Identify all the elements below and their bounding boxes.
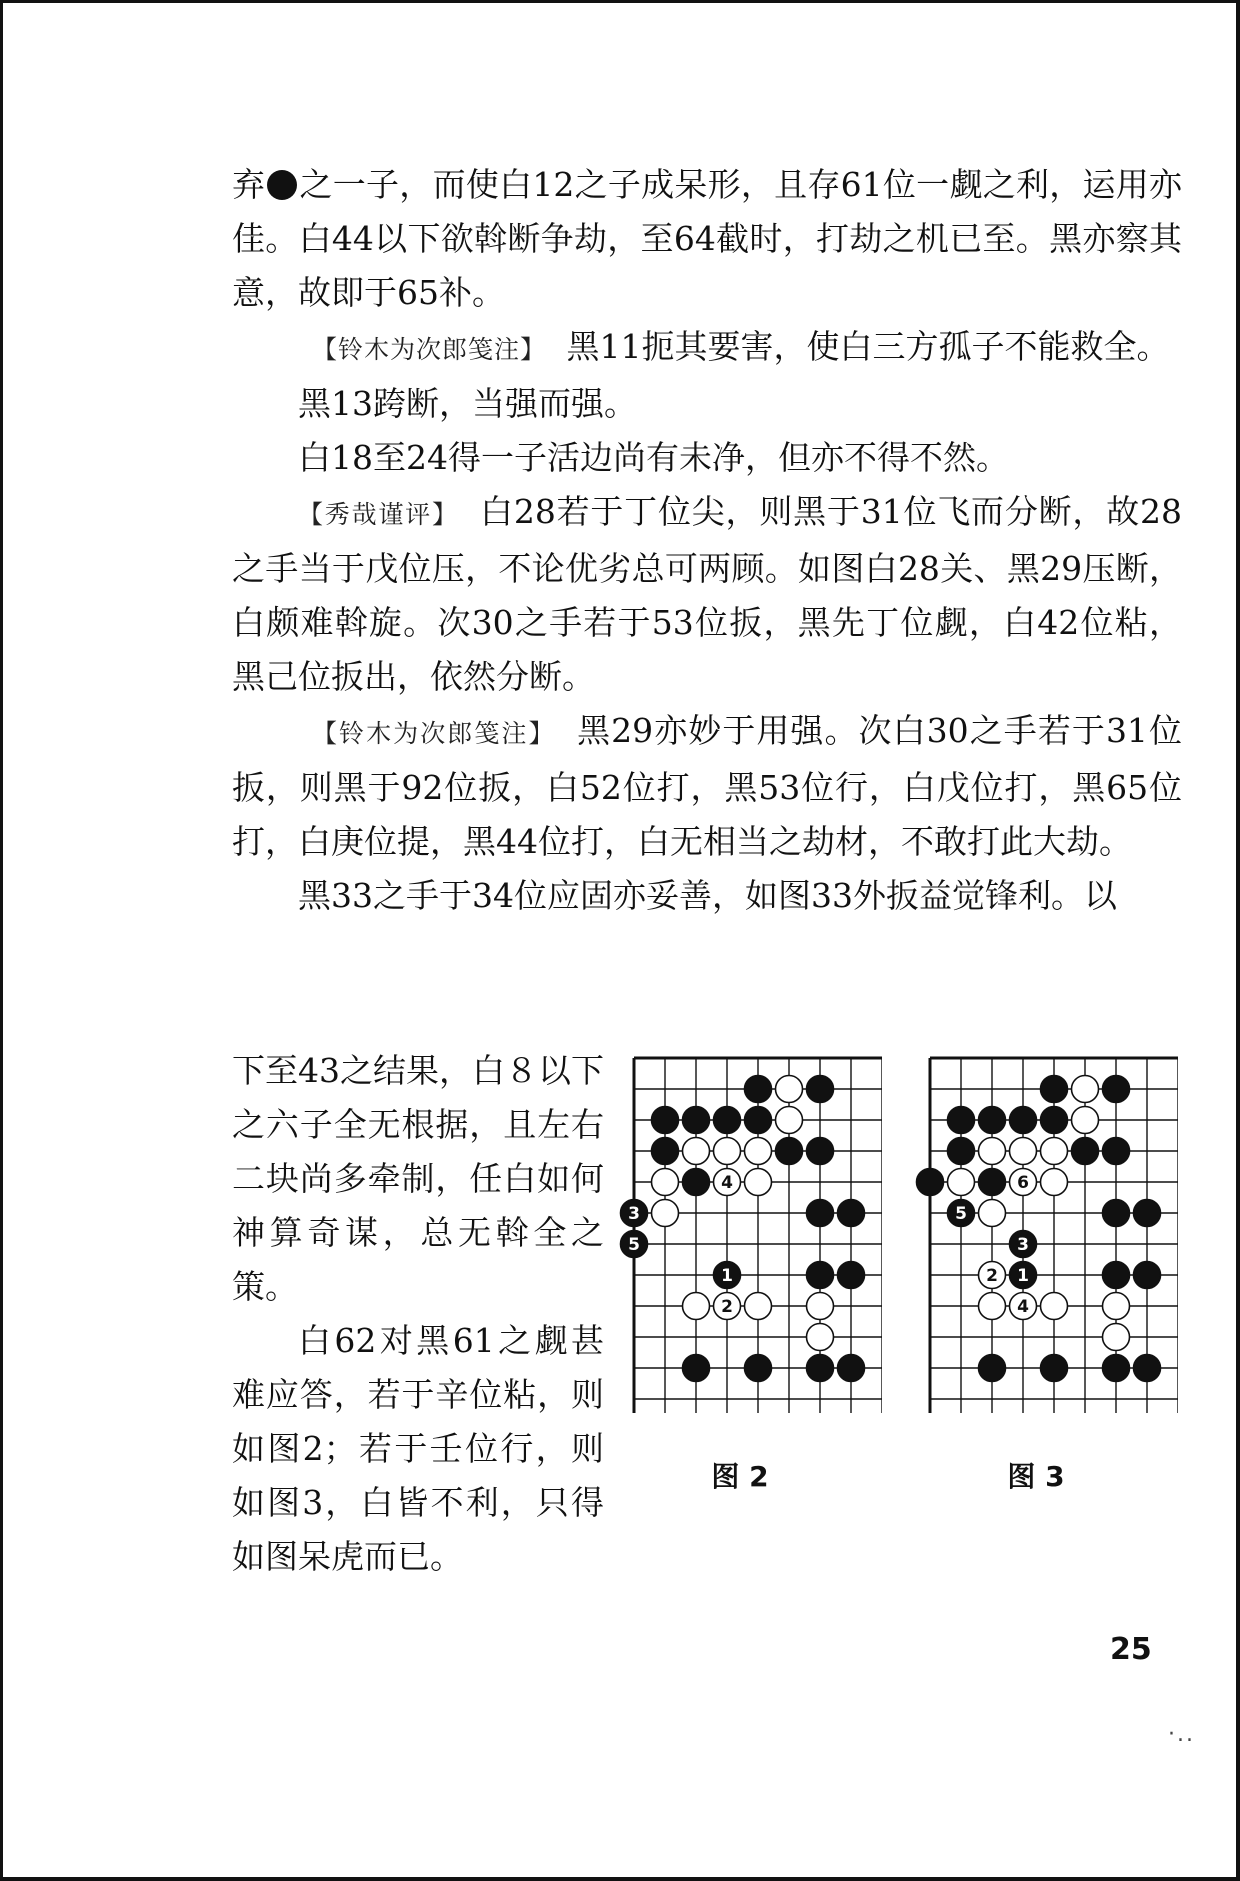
black-stone: [1103, 1076, 1130, 1103]
black-stone: [683, 1107, 710, 1134]
go-diagram-figure-3: [910, 1052, 1178, 1428]
black-stone: [838, 1262, 865, 1289]
move-number-label: 4: [721, 1173, 733, 1193]
paragraph-6-text: 黑29亦妙于用强。次白30之手若于31位扳，则黑于92位扳，白52位打，黑53位行，白戊位打，黑65位打，白庚位提，黑44位打，白无相当之劫材，不敢打此大劫。: [232, 711, 1182, 861]
black-stone: [948, 1107, 975, 1134]
black-stone: [979, 1169, 1006, 1196]
black-stone: [1072, 1138, 1099, 1165]
scan-artifact-dots: ·..: [1168, 1722, 1195, 1747]
white-stone: [776, 1076, 803, 1103]
white-stone: [1041, 1138, 1068, 1165]
go-board-figure-2: [614, 1052, 882, 1428]
paragraph-2: [232, 320, 1182, 377]
black-stone: [776, 1138, 803, 1165]
white-stone: [745, 1138, 772, 1165]
go-diagram-figure-2: [614, 1052, 882, 1428]
black-stone: [807, 1262, 834, 1289]
move-number-label: 5: [628, 1235, 640, 1255]
paragraph-5-text: 白28若于丁位尖，则黑于31位飞而分断，故28之手当于戊位压，不论优劣总可两顾。如图白28关、黑29压断，白颇难斡旋。次30之手若于53位扳，黑先丁位觑，白42位粘，黑己位扳出，依然分断。: [232, 492, 1182, 696]
white-stone: [807, 1293, 834, 1320]
black-stone: [1103, 1138, 1130, 1165]
go-board-figure-3: [910, 1052, 1178, 1428]
black-stone: [745, 1355, 772, 1382]
figure-2-caption: 图 2: [711, 1460, 769, 1493]
black-stone: [979, 1355, 1006, 1382]
white-stone: [1010, 1138, 1037, 1165]
move-number-label: 1: [1017, 1266, 1029, 1286]
black-stone: [1010, 1107, 1037, 1134]
left-column-paragraph-1: 下至43之结果，白８以下之六子全无根据，且左右二块尚多牵制，任白如何神算奇谋，总无斡全之策。: [232, 1051, 604, 1306]
black-stone: [745, 1107, 772, 1134]
annotation-label: 【铃木为次郎笺注】: [312, 335, 534, 364]
black-stone: [807, 1138, 834, 1165]
white-stone: [745, 1293, 772, 1320]
white-stone: [1072, 1076, 1099, 1103]
white-stone: [652, 1169, 679, 1196]
annotation-label: 【铃木为次郎笺注】: [312, 719, 544, 748]
black-stone: [917, 1169, 944, 1196]
move-number-label: 1: [721, 1266, 733, 1286]
black-stone: [1134, 1355, 1161, 1382]
paragraph-2-text: 黑11扼其要害，使白三方孤子不能救全。: [566, 327, 1170, 366]
black-stone: [1103, 1262, 1130, 1289]
left-column-paragraph-2: 白62对黑61之觑甚难应答，若于辛位粘，则如图2；若于壬位行，则如图3，白皆不利，只得如图呆虎而已。: [232, 1321, 604, 1576]
white-stone: [1103, 1324, 1130, 1351]
page-number: 25: [1110, 1632, 1152, 1667]
black-stone: [652, 1107, 679, 1134]
black-stone: [1041, 1355, 1068, 1382]
move-number-label: 4: [1017, 1297, 1029, 1317]
paragraph-3: 黑13跨断，当强而强。: [298, 384, 637, 423]
move-number-label: 3: [628, 1204, 640, 1224]
white-stone: [1041, 1169, 1068, 1196]
paragraph-4: 白18至24得一子活边尚有未净，但亦不得不然。: [298, 438, 1009, 477]
white-stone: [1041, 1293, 1068, 1320]
paragraph-1-start: 弃: [232, 165, 266, 204]
white-stone: [979, 1138, 1006, 1165]
paragraph-1-rest: 之一子，而使白12之子成呆形，且存61位一觑之利，运用亦佳。白44以下欲斡断争劫，至64截时，打劫之机已至。黑亦察其意，故即于65补。: [232, 165, 1183, 312]
white-stone: [776, 1107, 803, 1134]
white-stone: [683, 1293, 710, 1320]
white-stone: [1103, 1293, 1130, 1320]
move-number-label: 6: [1017, 1173, 1029, 1193]
paragraph-7: 黑33之手于34位应固亦妥善，如图33外扳益觉锋利。以: [298, 876, 1117, 915]
paragraph-5: [232, 485, 1182, 704]
black-stone: [683, 1355, 710, 1382]
black-stone: [683, 1169, 710, 1196]
paragraph-1: [232, 158, 1182, 320]
move-number-label: 2: [721, 1297, 733, 1317]
black-stone: [714, 1107, 741, 1134]
black-stone: [1103, 1355, 1130, 1382]
black-stone: [1041, 1076, 1068, 1103]
left-column-text: [232, 1044, 604, 1584]
move-number-label: 5: [955, 1204, 967, 1224]
black-stone: [1103, 1200, 1130, 1227]
white-stone: [979, 1293, 1006, 1320]
white-stone: [652, 1200, 679, 1227]
black-stone: [948, 1138, 975, 1165]
black-stone: [1041, 1107, 1068, 1134]
black-stone: [745, 1076, 772, 1103]
black-stone: [979, 1107, 1006, 1134]
white-stone: [714, 1138, 741, 1165]
white-stone: [745, 1169, 772, 1196]
move-number-label: 3: [1017, 1235, 1029, 1255]
white-stone: [1072, 1107, 1099, 1134]
black-stone: [1134, 1200, 1161, 1227]
white-stone: [683, 1138, 710, 1165]
black-stone: [807, 1355, 834, 1382]
black-stone: [838, 1200, 865, 1227]
white-stone: [807, 1324, 834, 1351]
annotation-label: 【秀哉谨评】: [298, 500, 447, 529]
body-text: [232, 158, 1182, 923]
move-number-label: 2: [986, 1266, 998, 1286]
black-stone: [807, 1200, 834, 1227]
white-stone: [979, 1200, 1006, 1227]
black-stone-inline-icon: [267, 170, 297, 200]
black-stone: [807, 1076, 834, 1103]
paragraph-6: [232, 704, 1182, 869]
figure-3-caption: 图 3: [1007, 1460, 1065, 1493]
white-stone: [948, 1169, 975, 1196]
black-stone: [652, 1138, 679, 1165]
black-stone: [1134, 1262, 1161, 1289]
black-stone: [838, 1355, 865, 1382]
